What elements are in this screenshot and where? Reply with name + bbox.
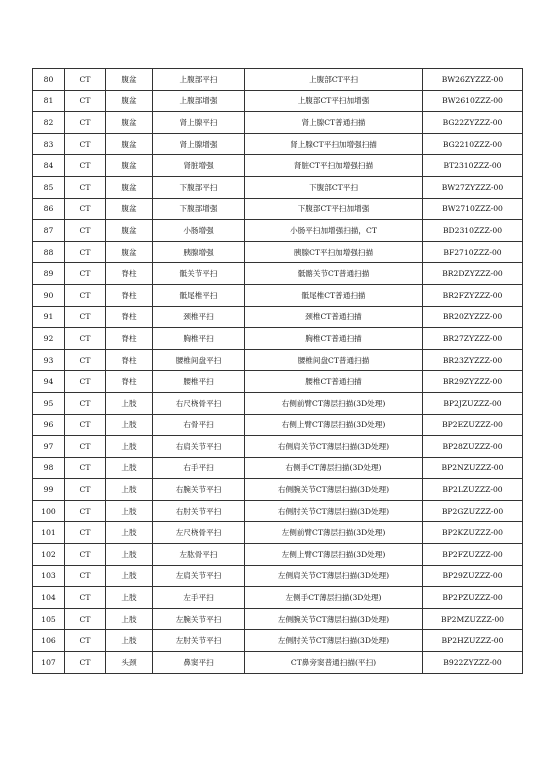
table-row (33, 392, 523, 414)
body-part-cell: 上肢 (106, 500, 153, 522)
modality-cell: CT (65, 306, 106, 328)
modality-cell: CT (65, 500, 106, 522)
exam-description-cell: 下腹部CT平扫 (245, 176, 423, 198)
body-part-cell: 腹盆 (106, 155, 153, 177)
table-row (33, 371, 523, 393)
exam-item-cell: 右手平扫 (153, 457, 245, 479)
modality-cell: CT (65, 544, 106, 566)
exam-description-cell: 胸椎CT普通扫描 (245, 328, 423, 350)
exam-description-cell: 左侧手CT薄层扫描(3D处理) (245, 587, 423, 609)
row-number-cell: 104 (33, 587, 65, 609)
body-part-cell: 腹盆 (106, 241, 153, 263)
exam-code-cell: BP28ZUZZZ-00 (423, 436, 523, 458)
exam-code-cell: BG2210ZZZ-00 (423, 133, 523, 155)
body-part-cell: 腹盆 (106, 69, 153, 91)
modality-cell: CT (65, 90, 106, 112)
table-row (33, 69, 523, 91)
exam-code-cell: BP2EZUZZZ-00 (423, 414, 523, 436)
exam-description-cell: 骶尾椎CT普通扫描 (245, 284, 423, 306)
exam-code-cell: BW2610ZZZ-00 (423, 90, 523, 112)
modality-cell: CT (65, 133, 106, 155)
body-part-cell: 头颈 (106, 652, 153, 674)
table-row (33, 284, 523, 306)
row-number-cell: 102 (33, 544, 65, 566)
body-part-cell: 脊柱 (106, 349, 153, 371)
row-number-cell: 103 (33, 565, 65, 587)
table-row (33, 587, 523, 609)
exam-item-cell: 肾上腺增强 (153, 133, 245, 155)
exam-item-cell: 右腕关节平扫 (153, 479, 245, 501)
modality-cell: CT (65, 457, 106, 479)
body-part-cell: 上肢 (106, 479, 153, 501)
modality-cell: CT (65, 414, 106, 436)
table-row (33, 198, 523, 220)
exam-description-cell: 右侧腕关节CT薄层扫描(3D处理) (245, 479, 423, 501)
exam-code-cell: BP2LZUZZZ-00 (423, 479, 523, 501)
row-number-cell: 84 (33, 155, 65, 177)
row-number-cell: 81 (33, 90, 65, 112)
table-row (33, 155, 523, 177)
exam-description-cell: 右侧手CT薄层扫描(3D处理) (245, 457, 423, 479)
exam-code-cell: BP2GZUZZZ-00 (423, 500, 523, 522)
exam-item-cell: 鼻窦平扫 (153, 652, 245, 674)
table-row (33, 306, 523, 328)
exam-code-cell: BR23ZYZZZ-00 (423, 349, 523, 371)
row-number-cell: 105 (33, 608, 65, 630)
exam-item-cell: 左腕关节平扫 (153, 608, 245, 630)
body-part-cell: 上肢 (106, 457, 153, 479)
exam-item-cell: 上腹部增强 (153, 90, 245, 112)
table-row (33, 220, 523, 242)
body-part-cell: 上肢 (106, 630, 153, 652)
body-part-cell: 上肢 (106, 392, 153, 414)
exam-code-cell: BG22ZYZZZ-00 (423, 112, 523, 134)
exam-code-cell: BP2MZUZZZ-00 (423, 608, 523, 630)
exam-description-cell: 肾上腺CT普通扫描 (245, 112, 423, 134)
table-row (33, 90, 523, 112)
exam-item-cell: 胸椎平扫 (153, 328, 245, 350)
exam-code-cell: BR20ZYZZZ-00 (423, 306, 523, 328)
body-part-cell: 上肢 (106, 544, 153, 566)
exam-description-cell: 肾脏CT平扫加增强扫描 (245, 155, 423, 177)
exam-item-table (32, 68, 523, 674)
exam-item-cell: 腰椎间盘平扫 (153, 349, 245, 371)
exam-code-cell: BP2NZUZZZ-00 (423, 457, 523, 479)
modality-cell: CT (65, 565, 106, 587)
exam-code-cell: BP2FZUZZZ-00 (423, 544, 523, 566)
exam-code-cell: BD2310ZZZ-00 (423, 220, 523, 242)
modality-cell: CT (65, 652, 106, 674)
row-number-cell: 98 (33, 457, 65, 479)
table-row (33, 479, 523, 501)
exam-code-cell: BP2KZUZZZ-00 (423, 522, 523, 544)
table-row (33, 608, 523, 630)
row-number-cell: 82 (33, 112, 65, 134)
exam-description-cell: 骶髂关节CT普通扫描 (245, 263, 423, 285)
exam-item-table-container (32, 68, 522, 674)
body-part-cell: 腹盆 (106, 176, 153, 198)
exam-item-cell: 骶关节平扫 (153, 263, 245, 285)
row-number-cell: 91 (33, 306, 65, 328)
exam-description-cell: 右侧肘关节CT薄层扫描(3D处理) (245, 500, 423, 522)
row-number-cell: 96 (33, 414, 65, 436)
exam-item-cell: 右肩关节平扫 (153, 436, 245, 458)
row-number-cell: 93 (33, 349, 65, 371)
exam-item-cell: 左肱骨平扫 (153, 544, 245, 566)
exam-description-cell: 肾上腺CT平扫加增强扫描 (245, 133, 423, 155)
body-part-cell: 上肢 (106, 587, 153, 609)
modality-cell: CT (65, 328, 106, 350)
row-number-cell: 106 (33, 630, 65, 652)
modality-cell: CT (65, 587, 106, 609)
exam-description-cell: 右侧上臂CT薄层扫描(3D处理) (245, 414, 423, 436)
body-part-cell: 上肢 (106, 565, 153, 587)
exam-description-cell: 左侧肘关节CT薄层扫描(3D处理) (245, 630, 423, 652)
exam-description-cell: 右侧肩关节CT薄层扫描(3D处理) (245, 436, 423, 458)
modality-cell: CT (65, 263, 106, 285)
modality-cell: CT (65, 608, 106, 630)
modality-cell: CT (65, 349, 106, 371)
exam-description-cell: 上腹部CT平扫加增强 (245, 90, 423, 112)
table-row (33, 241, 523, 263)
row-number-cell: 80 (33, 69, 65, 91)
row-number-cell: 85 (33, 176, 65, 198)
exam-description-cell: 左侧前臂CT薄层扫描(3D处理) (245, 522, 423, 544)
exam-item-cell: 右尺桡骨平扫 (153, 392, 245, 414)
exam-item-cell: 右肘关节平扫 (153, 500, 245, 522)
table-row (33, 349, 523, 371)
table-row (33, 436, 523, 458)
table-row (33, 565, 523, 587)
exam-code-cell: B922ZYZZZ-00 (423, 652, 523, 674)
exam-code-cell: BR2FZYZZZ-00 (423, 284, 523, 306)
modality-cell: CT (65, 176, 106, 198)
exam-item-cell: 肾上腺平扫 (153, 112, 245, 134)
exam-item-cell: 腰椎平扫 (153, 371, 245, 393)
modality-cell: CT (65, 371, 106, 393)
table-row (33, 652, 523, 674)
exam-description-cell: 左侧腕关节CT薄层扫描(3D处理) (245, 608, 423, 630)
exam-code-cell: BP2PZUZZZ-00 (423, 587, 523, 609)
exam-code-cell: BW27ZYZZZ-00 (423, 176, 523, 198)
modality-cell: CT (65, 198, 106, 220)
row-number-cell: 100 (33, 500, 65, 522)
body-part-cell: 腹盆 (106, 90, 153, 112)
modality-cell: CT (65, 284, 106, 306)
body-part-cell: 上肢 (106, 522, 153, 544)
row-number-cell: 99 (33, 479, 65, 501)
table-row (33, 328, 523, 350)
modality-cell: CT (65, 479, 106, 501)
row-number-cell: 97 (33, 436, 65, 458)
row-number-cell: 86 (33, 198, 65, 220)
body-part-cell: 脊柱 (106, 371, 153, 393)
modality-cell: CT (65, 220, 106, 242)
table-row (33, 176, 523, 198)
exam-item-cell: 小肠增强 (153, 220, 245, 242)
exam-description-cell: 腰椎CT普通扫描 (245, 371, 423, 393)
body-part-cell: 上肢 (106, 608, 153, 630)
body-part-cell: 腹盆 (106, 133, 153, 155)
row-number-cell: 89 (33, 263, 65, 285)
exam-code-cell: BP2JZUZZZ-00 (423, 392, 523, 414)
exam-item-cell: 左手平扫 (153, 587, 245, 609)
table-row (33, 630, 523, 652)
exam-item-cell: 颈椎平扫 (153, 306, 245, 328)
exam-item-cell: 骶尾椎平扫 (153, 284, 245, 306)
exam-code-cell: BW26ZYZZZ-00 (423, 69, 523, 91)
body-part-cell: 脊柱 (106, 263, 153, 285)
exam-item-cell: 右骨平扫 (153, 414, 245, 436)
body-part-cell: 腹盆 (106, 198, 153, 220)
exam-item-cell: 左尺桡骨平扫 (153, 522, 245, 544)
row-number-cell: 92 (33, 328, 65, 350)
body-part-cell: 腹盆 (106, 220, 153, 242)
exam-description-cell: 腰椎间盘CT普通扫描 (245, 349, 423, 371)
exam-description-cell: 左侧上臂CT薄层扫描(3D处理) (245, 544, 423, 566)
modality-cell: CT (65, 436, 106, 458)
table-body (33, 69, 523, 674)
table-row (33, 544, 523, 566)
exam-description-cell: 下腹部CT平扫加增强 (245, 198, 423, 220)
exam-code-cell: BR29ZYZZZ-00 (423, 371, 523, 393)
row-number-cell: 95 (33, 392, 65, 414)
row-number-cell: 90 (33, 284, 65, 306)
modality-cell: CT (65, 392, 106, 414)
exam-description-cell: CT鼻旁窦普通扫描(平扫) (245, 652, 423, 674)
body-part-cell: 腹盆 (106, 112, 153, 134)
exam-code-cell: BR2DZYZZZ-00 (423, 263, 523, 285)
exam-description-cell: 左侧肩关节CT薄层扫描(3D处理) (245, 565, 423, 587)
body-part-cell: 脊柱 (106, 284, 153, 306)
exam-code-cell: BT2310ZZZ-00 (423, 155, 523, 177)
exam-item-cell: 下腹部平扫 (153, 176, 245, 198)
row-number-cell: 87 (33, 220, 65, 242)
exam-item-cell: 左肘关节平扫 (153, 630, 245, 652)
row-number-cell: 83 (33, 133, 65, 155)
exam-item-cell: 胰腺增强 (153, 241, 245, 263)
modality-cell: CT (65, 69, 106, 91)
table-row (33, 112, 523, 134)
table-row (33, 133, 523, 155)
exam-item-cell: 肾脏增强 (153, 155, 245, 177)
table-row (33, 414, 523, 436)
exam-code-cell: BP29ZUZZZ-00 (423, 565, 523, 587)
exam-description-cell: 右侧前臂CT薄层扫描(3D处理) (245, 392, 423, 414)
exam-description-cell: 胰腺CT平扫加增强扫描 (245, 241, 423, 263)
row-number-cell: 94 (33, 371, 65, 393)
table-row (33, 263, 523, 285)
table-row (33, 522, 523, 544)
modality-cell: CT (65, 241, 106, 263)
modality-cell: CT (65, 155, 106, 177)
modality-cell: CT (65, 112, 106, 134)
row-number-cell: 101 (33, 522, 65, 544)
row-number-cell: 88 (33, 241, 65, 263)
body-part-cell: 脊柱 (106, 328, 153, 350)
exam-description-cell: 颈椎CT普通扫描 (245, 306, 423, 328)
body-part-cell: 脊柱 (106, 306, 153, 328)
body-part-cell: 上肢 (106, 436, 153, 458)
modality-cell: CT (65, 630, 106, 652)
exam-code-cell: BF2710ZZZ-00 (423, 241, 523, 263)
modality-cell: CT (65, 522, 106, 544)
table-row (33, 457, 523, 479)
exam-item-cell: 左肩关节平扫 (153, 565, 245, 587)
exam-code-cell: BW2710ZZZ-00 (423, 198, 523, 220)
body-part-cell: 上肢 (106, 414, 153, 436)
row-number-cell: 107 (33, 652, 65, 674)
exam-item-cell: 上腹部平扫 (153, 69, 245, 91)
exam-description-cell: 上腹部CT平扫 (245, 69, 423, 91)
exam-description-cell: 小肠平扫加增强扫描，CT (245, 220, 423, 242)
exam-item-cell: 下腹部增强 (153, 198, 245, 220)
exam-code-cell: BP2HZUZZZ-00 (423, 630, 523, 652)
exam-code-cell: BR27ZYZZZ-00 (423, 328, 523, 350)
table-row (33, 500, 523, 522)
